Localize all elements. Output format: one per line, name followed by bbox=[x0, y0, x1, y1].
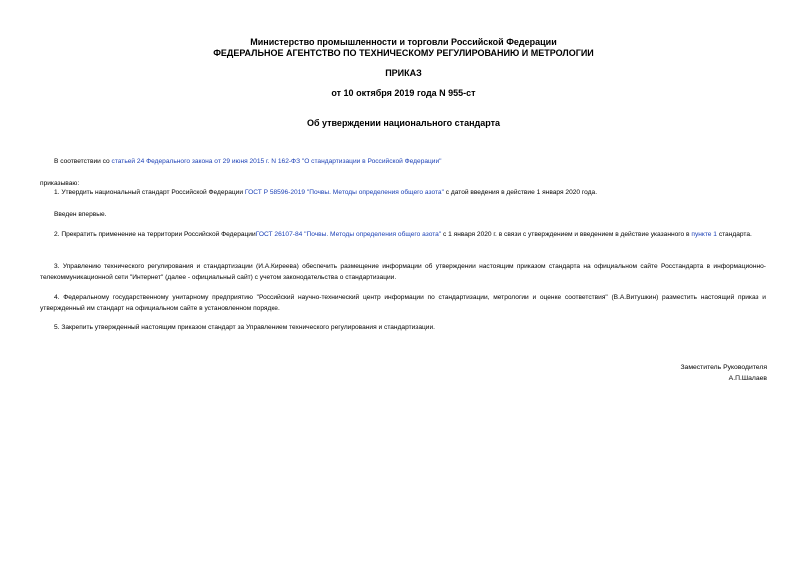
intro-paragraph bbox=[40, 156, 766, 167]
point-1-link[interactable]: пункте 1 bbox=[691, 231, 717, 238]
item-1-prefix: 1. Утвердить национальный стандарт Российской Федерации bbox=[54, 189, 245, 196]
introduced-first-note: Введен впервые. bbox=[54, 211, 107, 218]
ministry-title: Министерство промышленности и торговли Российской Федерации bbox=[250, 37, 557, 47]
gost-r-58596-link[interactable]: ГОСТ Р 58596-2019 "Почвы. Методы определения общего азота" bbox=[244, 189, 444, 196]
item-2-prefix: 2. Прекратить применение на территории Российской Федерации bbox=[54, 231, 256, 238]
intro-prefix: В соответствии со bbox=[54, 158, 112, 165]
agency-title: ФЕДЕРАЛЬНОЕ АГЕНТСТВО ПО ТЕХНИЧЕСКОМУ РЕГУЛИРОВАНИЮ И МЕТРОЛОГИИ bbox=[213, 48, 594, 58]
item-5-paragraph: 5. Закрепить утвержденный настоящим приказом стандарт за Управлением технического регулирования и стандартизации. bbox=[54, 324, 435, 331]
item-2-middle: с 1 января 2020 г. в связи с утверждением и введением в действие указанного в bbox=[441, 231, 692, 238]
item-4-paragraph: 4. Федеральному государственному унитарному предприятию "Российский научно-технический центр информации по стандартизации, метрологии и оценке соответствия" (В.А.Витушкин) разместить настоящий приказ и утвержденный им стандарт на официальном сайте в установленном порядке. bbox=[40, 294, 766, 312]
order-word: приказываю: bbox=[40, 180, 80, 187]
gost-26107-link[interactable]: ГОСТ 26107-84 "Почвы. Методы определения общего азота" bbox=[255, 231, 442, 238]
item-2-suffix: стандарта. bbox=[716, 231, 752, 238]
signatory-title: Заместитель Руководителя bbox=[680, 364, 767, 371]
item-1-paragraph bbox=[40, 187, 766, 198]
law-article-link[interactable]: статьей 24 Федерального закона от 29 июня 2015 г. N 162-ФЗ "О стандартизации в Российской Федерации" bbox=[111, 158, 442, 165]
document-subject: Об утверждении национального стандарта bbox=[306, 118, 501, 128]
signatory-name: А.П.Шалаев bbox=[728, 375, 767, 382]
item-3-paragraph: 3. Управлению технического регулирования и стандартизации (И.А.Киреева) обеспечить размещение информации об утверждении настоящим приказом стандарта на официальном сайте Росстандарта в информационно-телекоммуникационной сети "Интернет" (далее - официальный сайт) с учетом законодательства о стандартизации. bbox=[40, 263, 766, 281]
document-type: ПРИКАЗ bbox=[385, 68, 422, 78]
item-1-suffix: с датой введения в действие 1 января 2020 года. bbox=[443, 189, 598, 196]
item-2-paragraph bbox=[40, 229, 766, 240]
document-date-number: от 10 октября 2019 года N 955-ст bbox=[331, 88, 476, 98]
